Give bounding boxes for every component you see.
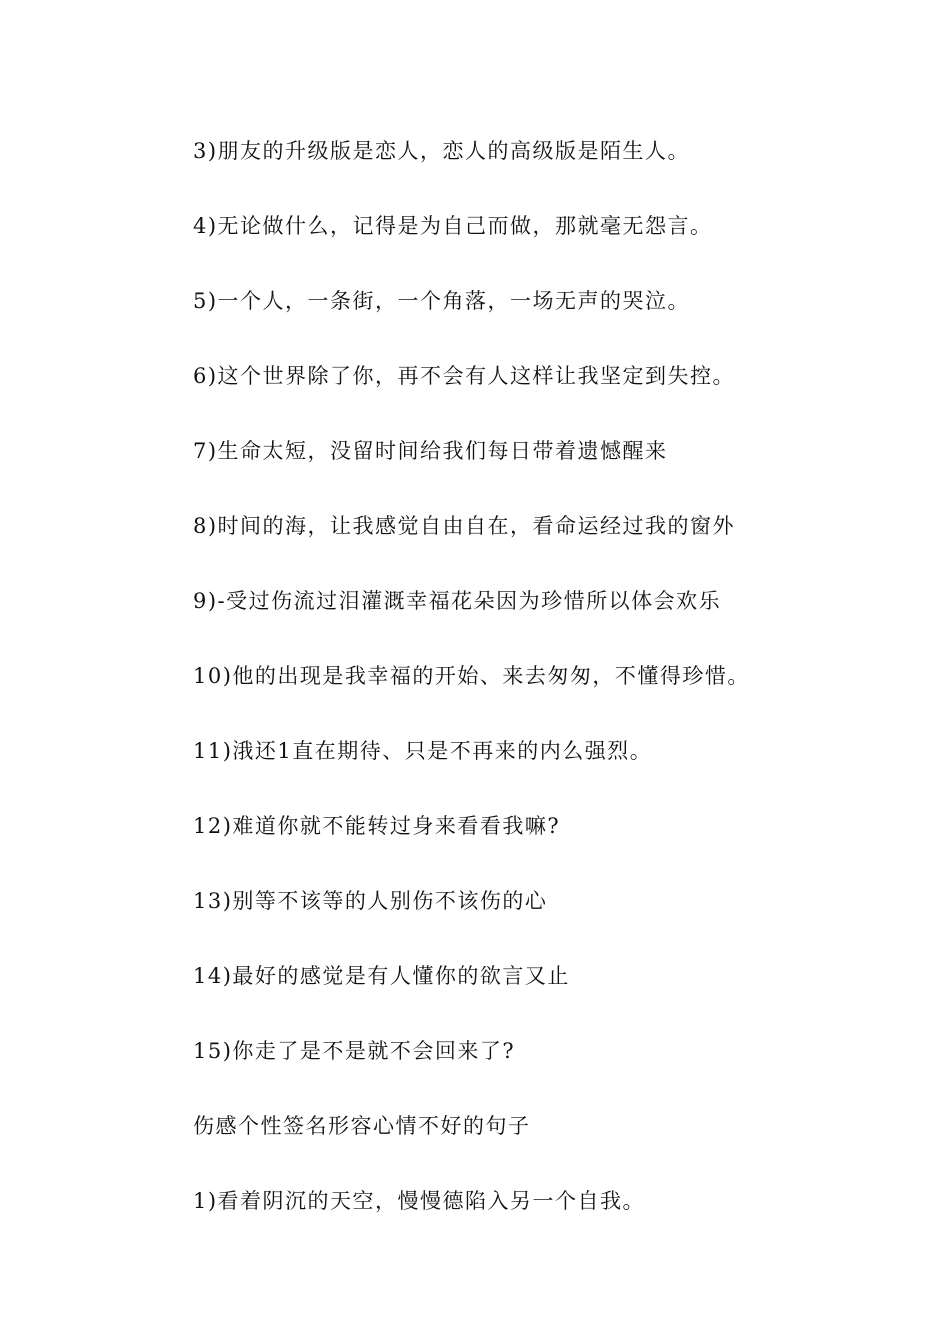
text-line: 13)别等不该等的人别伤不该伤的心 — [193, 889, 548, 913]
text-line: 4)无论做什么，记得是为自己而做，那就毫无怨言。 — [193, 214, 713, 238]
text-line: 8)时间的海，让我感觉自由自在，看命运经过我的窗外 — [193, 514, 736, 538]
text-line: 9)-受过伤流过泪灌溉幸福花朵因为珍惜所以体会欢乐 — [193, 589, 722, 613]
text-line: 6)这个世界除了你，再不会有人这样让我坚定到失控。 — [193, 364, 736, 388]
section-heading: 伤感个性签名形容心情不好的句子 — [193, 1114, 531, 1138]
text-line: 1)看着阴沉的天空，慢慢德陷入另一个自我。 — [193, 1189, 646, 1213]
text-line: 5)一个人，一条街，一个角落，一场无声的哭泣。 — [193, 289, 691, 313]
text-line: 14)最好的感觉是有人懂你的欲言又止 — [193, 964, 570, 988]
text-line: 15)你走了是不是就不会回来了? — [193, 1039, 516, 1063]
text-line: 11)涐还1直在期待、只是不再来的内么强烈。 — [193, 739, 653, 763]
text-lines — [193, 131, 913, 1256]
text-line: 3)朋友的升级版是恋人，恋人的高级版是陌生人。 — [193, 139, 691, 163]
text-line: 12)难道你就不能转过身来看看我嘛? — [193, 814, 561, 838]
text-line: 7)生命太短，没留时间给我们每日带着遗憾醒来 — [193, 439, 668, 463]
text-line: 10)他的出现是我幸福的开始、来去匆匆，不懂得珍惜。 — [193, 664, 750, 688]
